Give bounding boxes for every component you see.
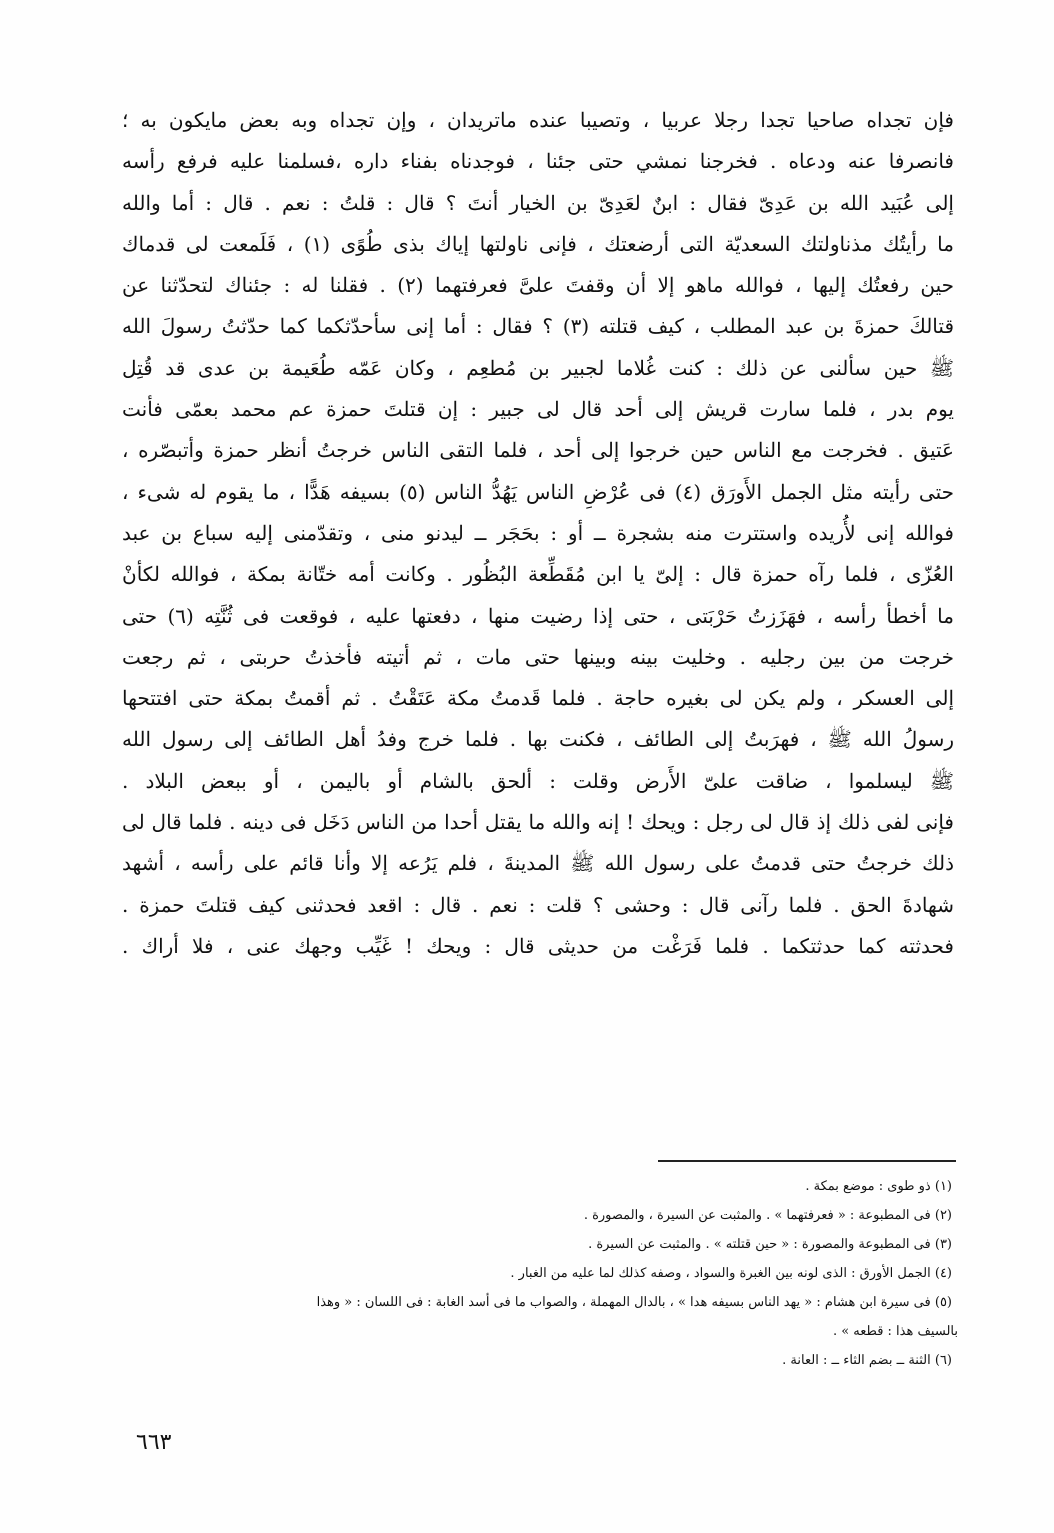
page-number: ٦٦٣	[136, 1430, 172, 1455]
text-line: ﷺ حين سألنى عن ذلك : كنت غُلاما لجبير بن مُطعِم ، وكان عَمّه طُعَيمة بن عدى قد قُتِل	[122, 355, 954, 380]
text-line: فانصرفا عنه ودعاه . فخرجنا نمشي حتى جئنا ، فوجدناه بفناء داره ،فسلمنا عليه فرفع رأسه	[122, 149, 954, 174]
text-line: ما رأيتُك مذناولتك السعديّة التى أرضعتك ، فإنى ناولتها إياك بذى طُوًى (١) ، فَلَمعت لى قدماك	[122, 231, 954, 256]
text-line: ﷺ ليسلموا ، ضاقت علىّ الأَرض وقلت : ألحق بالشام أو باليمن ، أو ببعض البلاد .	[122, 768, 954, 793]
footnote: (٤) الجمل الأورق : الذى لونه بين الغبرة والسواد ، وصفه كذلك لما عليه من الغبار .	[510, 1266, 952, 1281]
text-line: خرجت من بين رجليه . وخليت بينه وبينها حتى مات ، ثم أتيته فأخذتُ حربتى ، ثم رجعت	[122, 644, 954, 669]
text-line: فإن تجداه صاحيا تجدا رجلا عربيا ، وتصيبا عنده ماتريدان ، وإن تجداه وبه بعض مايكون به ؛	[122, 108, 954, 132]
footnote-separator	[658, 1160, 956, 1162]
footnote: (٣) فى المطبوعة والمصورة : « حين قتلته » . والمثبت عن السيرة .	[588, 1237, 952, 1252]
footnote: (١) ذو طوى : موضع بمكة .	[805, 1179, 952, 1194]
text-line: العُزّى ، فلما رآه حمزة قال : إلىّ يا ابن مُقَطِّعة البُظُور . وكانت أمه ختّانة بمكة ، فوالله لكأنْ	[122, 562, 954, 587]
text-line: إلى العسكر ، ولم يكن لى بغيره حاجة . فلما قَدمتُ مكة عَتَقْتُ . ثم أقمتُ بمكة حتى افتتحها	[122, 686, 954, 711]
text-line: فإنى لفى ذلك إذ قال لى رجل : ويحك ! إنه والله ما يقتل أحدا من الناس دَخَل فى دينه . فلما قال لى	[122, 810, 954, 835]
text-line: ذلك خرجتُ حتى قدمتُ على رسول الله ﷺ المدينةَ ، فلم يَرُعه إلا وأنا قائم على رأسه ، أشهد	[122, 851, 954, 876]
text-line: ما أخطأ رأسه ، فهَزَزتُ حَرْبَتى ، حتى إذا رضيت منها ، دفعتها عليه ، فوقعت فى ثُنَّتِه (٦) حتى	[122, 603, 954, 628]
text-line: فوالله إنى لأُريده واستترت منه بشجرة ــ أو : بحَجَر ــ ليدنو منى ، وتقدّمنى إليه سباع بن عبد	[122, 520, 954, 545]
footnote-continuation: بالسيف هذا : قطعه » .	[832, 1324, 958, 1339]
text-line: شهادةَ الحق . فلما رآنى قال : وحشى ؟ قلت : نعم . قال : اقعد فحدثنى كيف قتلتَ حمزة .	[122, 892, 954, 917]
text-line: فحدثته كما حدثتكما . فلما فَرَغْت من حديثى قال : ويحك ! غَيِّب وجهك عنى ، فلا أراك .	[122, 933, 954, 958]
text-line: حتى رأيته مثل الجمل الأَورَق (٤) فى عُرْضِ الناس يَهُدُّ الناس (٥) بسيفه هَدًّا ، ما يقوم له شىء ،	[122, 479, 954, 504]
text-line: حين رفعتُك إليها ، فوالله ماهو إلا أن وقفتَ علىَّ فعرفتهما (٢) . فقلنا له : جئناك لتحدّثنا عن	[122, 273, 954, 298]
footnote: (٥) فى سيرة ابن هشام : « يهد الناس بسيفه هدا » ، بالدال المهملة ، والصواب ما فى أسد الغابة : فى اللسان : « وهذا	[316, 1295, 952, 1310]
footnote: (٢) فى المطبوعة : « فعرفتهما » . والمثبت عن السيرة ، والمصورة .	[583, 1208, 952, 1223]
text-line: يوم بدر ، فلما سارت قريش إلى أحد قال لى جبير : إن قتلتَ حمزة عم محمد بعمّى فأنت	[122, 397, 954, 422]
text-line: قتالكَ حمزةَ بن عبد المطلب ، كيف قتلته (٣) ؟ فقال : أما إنى سأحدّثكما كما حدّثتُ رسولَ الله	[122, 314, 954, 339]
footnote: (٦) الثنة ــ بضم الثاء ــ : العانة .	[782, 1353, 952, 1368]
footnotes	[116, 1172, 958, 1375]
text-line: عَتيق . فخرجت مع الناس حين خرجوا إلى أحد ، فلما التقى الناس خرجتُ أنظر حمزة وأتبصّره ،	[122, 438, 954, 463]
text-line: رسولُ الله ﷺ ، فهرَبتُ إلى الطائف ، فكنت بها . فلما خرج وفدُ أهل الطائف إلى رسول الله	[122, 727, 954, 752]
text-line: إلى عُبَيد الله بن عَدِىّ فقال : ابنٌ لعَدِىّ بن الخيار أنتَ ؟ قال : قلتُ : نعم . قال : أما والله	[122, 190, 954, 215]
main-text	[122, 100, 954, 967]
